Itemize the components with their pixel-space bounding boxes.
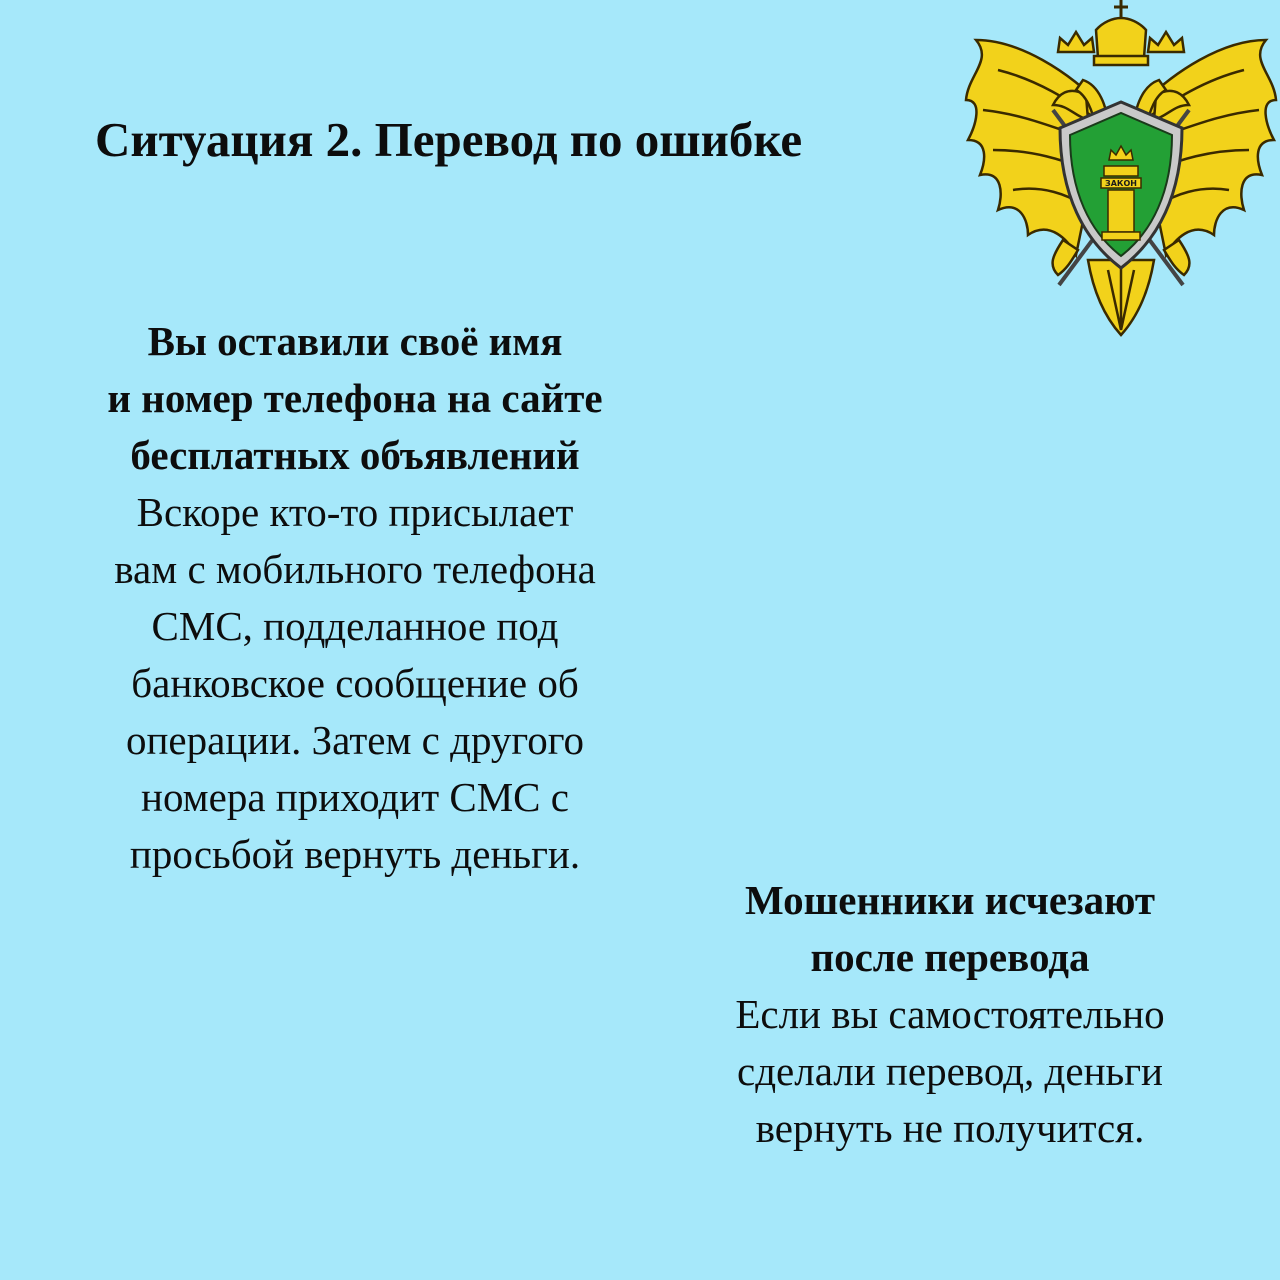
left-body-line: СМС, подделанное под — [151, 603, 559, 649]
left-heading-line: Вы оставили своё имя — [147, 318, 563, 364]
right-heading-line: Мошенники исчезают — [744, 877, 1156, 923]
left-body-line: Вскоре кто-то присылает — [136, 489, 574, 535]
left-heading-line: бесплатных объявлений — [130, 432, 580, 478]
left-heading-line: и номер телефона на сайте — [107, 375, 603, 421]
left-body-line: операции. Затем с другого — [125, 717, 584, 763]
right-body-line: сделали перевод, деньги — [737, 1048, 1163, 1094]
left-body-line: банковское сообщение об — [131, 660, 579, 706]
left-body-line: просьбой вернуть деньги. — [129, 831, 581, 877]
left-text-block — [45, 313, 665, 883]
page-title: Ситуация 2. Перевод по ошибке — [95, 112, 803, 167]
right-heading-line: после перевода — [810, 934, 1090, 980]
left-body-line: вам с мобильного телефона — [114, 546, 596, 592]
right-body-line: вернуть не получится. — [755, 1105, 1145, 1151]
prosecutor-office-emblem-icon — [958, 0, 1280, 340]
left-body-line: номера приходит СМС с — [141, 774, 569, 820]
right-text-block — [690, 872, 1210, 1157]
emblem-label: ЗАКОН — [1105, 179, 1137, 188]
right-body-line: Если вы самостоятельно — [735, 991, 1165, 1037]
